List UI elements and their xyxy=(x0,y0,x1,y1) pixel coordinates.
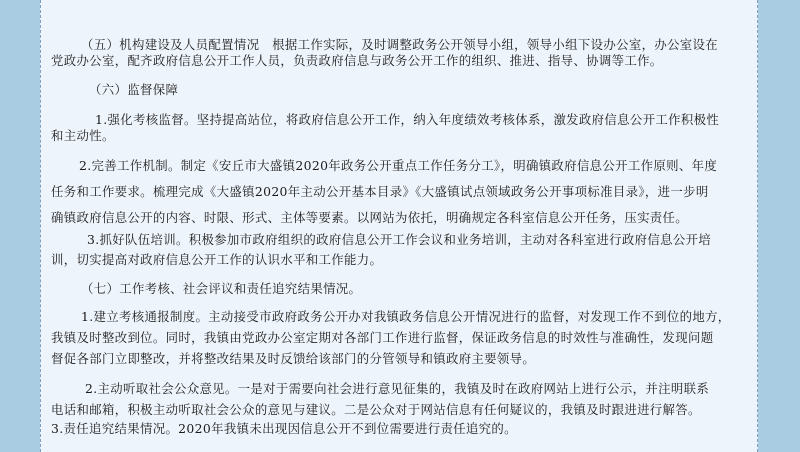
paragraph-line xyxy=(51,53,751,69)
paragraph-text: 3.责任追究结果情况。2020年我镇未出现因信息公开不到位需要进行责任追究的。 xyxy=(51,421,517,436)
paragraph-text: 和主动性。 xyxy=(51,128,115,143)
paragraph-text: 党政办公室，配齐政府信息公开工作人员，负责政府信息与政务公开工作的组织、推进、指导、协调等工作。 xyxy=(51,53,663,68)
paragraph-line xyxy=(51,252,751,268)
section-heading xyxy=(51,82,751,98)
paragraph-text: （五）机构建设及人员配置情况 根据工作实际，及时调整政务公开领导小组，领导小组下设办公室，办公室设在 xyxy=(81,37,719,52)
paragraph-line xyxy=(51,309,751,325)
paragraph-text: 督促各部门立即整改，并将整改结果及时反馈给该部门的分管领导和镇政府主要领导。 xyxy=(51,351,536,366)
paragraph-line xyxy=(51,330,751,346)
paragraph-text: 确镇政府信息公开的内容、时限、形式、主体等要素。以网站为依托，明确规定各科室信息公开任务，压实责任。 xyxy=(51,210,689,225)
paragraph-text: 3.抓好队伍培训。积极参加市政府组织的政府信息公开工作会议和业务培训，主动对各科室进行政府信息公开培 xyxy=(87,232,712,247)
section-heading xyxy=(51,281,751,297)
paragraph-line xyxy=(51,421,751,437)
paragraph-line xyxy=(51,402,751,418)
paragraph-line xyxy=(51,184,751,200)
paragraph-text: 电话和邮箱，积极主动听取社会公众的意见与建议。二是公众对于网站信息有任何疑议的，我镇及时跟进进行解答。 xyxy=(51,402,701,417)
paragraph-line xyxy=(51,232,751,248)
document-page xyxy=(40,0,758,452)
paragraph-line xyxy=(51,158,751,174)
paragraph-text: 1.建立考核通报制度。主动接受市政府政务公开办对我镇政务信息公开情况进行的监督，对发现工作不到位的地方， xyxy=(81,309,731,324)
section-heading-text: （七）工作考核、社会评议和责任追究结果情况。 xyxy=(81,281,362,296)
paragraph-line xyxy=(51,381,751,397)
paragraph-text: 2.主动听取社会公众意见。一是对于需要向社会进行意见征集的，我镇及时在政府网站上进行公示，并注明联系 xyxy=(85,381,710,396)
paragraph-text: 任务和工作要求。梳理完成《大盛镇2020年主动公开基本目录》《大盛镇试点领域政务公开事项标准目录》，进一步明 xyxy=(51,184,709,199)
paragraph-text: 训，切实提高对政府信息公开工作的认识水平和工作能力。 xyxy=(51,252,383,267)
paragraph-line xyxy=(51,210,751,226)
paragraph-line xyxy=(51,128,751,144)
section-heading-text: （六）监督保障 xyxy=(89,82,179,97)
paragraph-line xyxy=(51,351,751,367)
paragraph-text: 1.强化考核监督。坚持提高站位，将政府信息公开工作，纳入年度绩效考核体系，激发政府信息公开工作积极性 xyxy=(95,112,720,127)
paragraph-text: 我镇及时整改到位。同时，我镇由党政办公室定期对各部门工作进行监督，保证政务信息的时效性与准确性，发现问题 xyxy=(51,330,714,345)
paragraph-line xyxy=(51,37,751,53)
paragraph-text: 2.完善工作机制。制定《安丘市大盛镇2020年政务公开重点工作任务分工》，明确镇政府信息公开工作原则、年度 xyxy=(79,158,718,173)
paragraph-line xyxy=(51,112,751,128)
